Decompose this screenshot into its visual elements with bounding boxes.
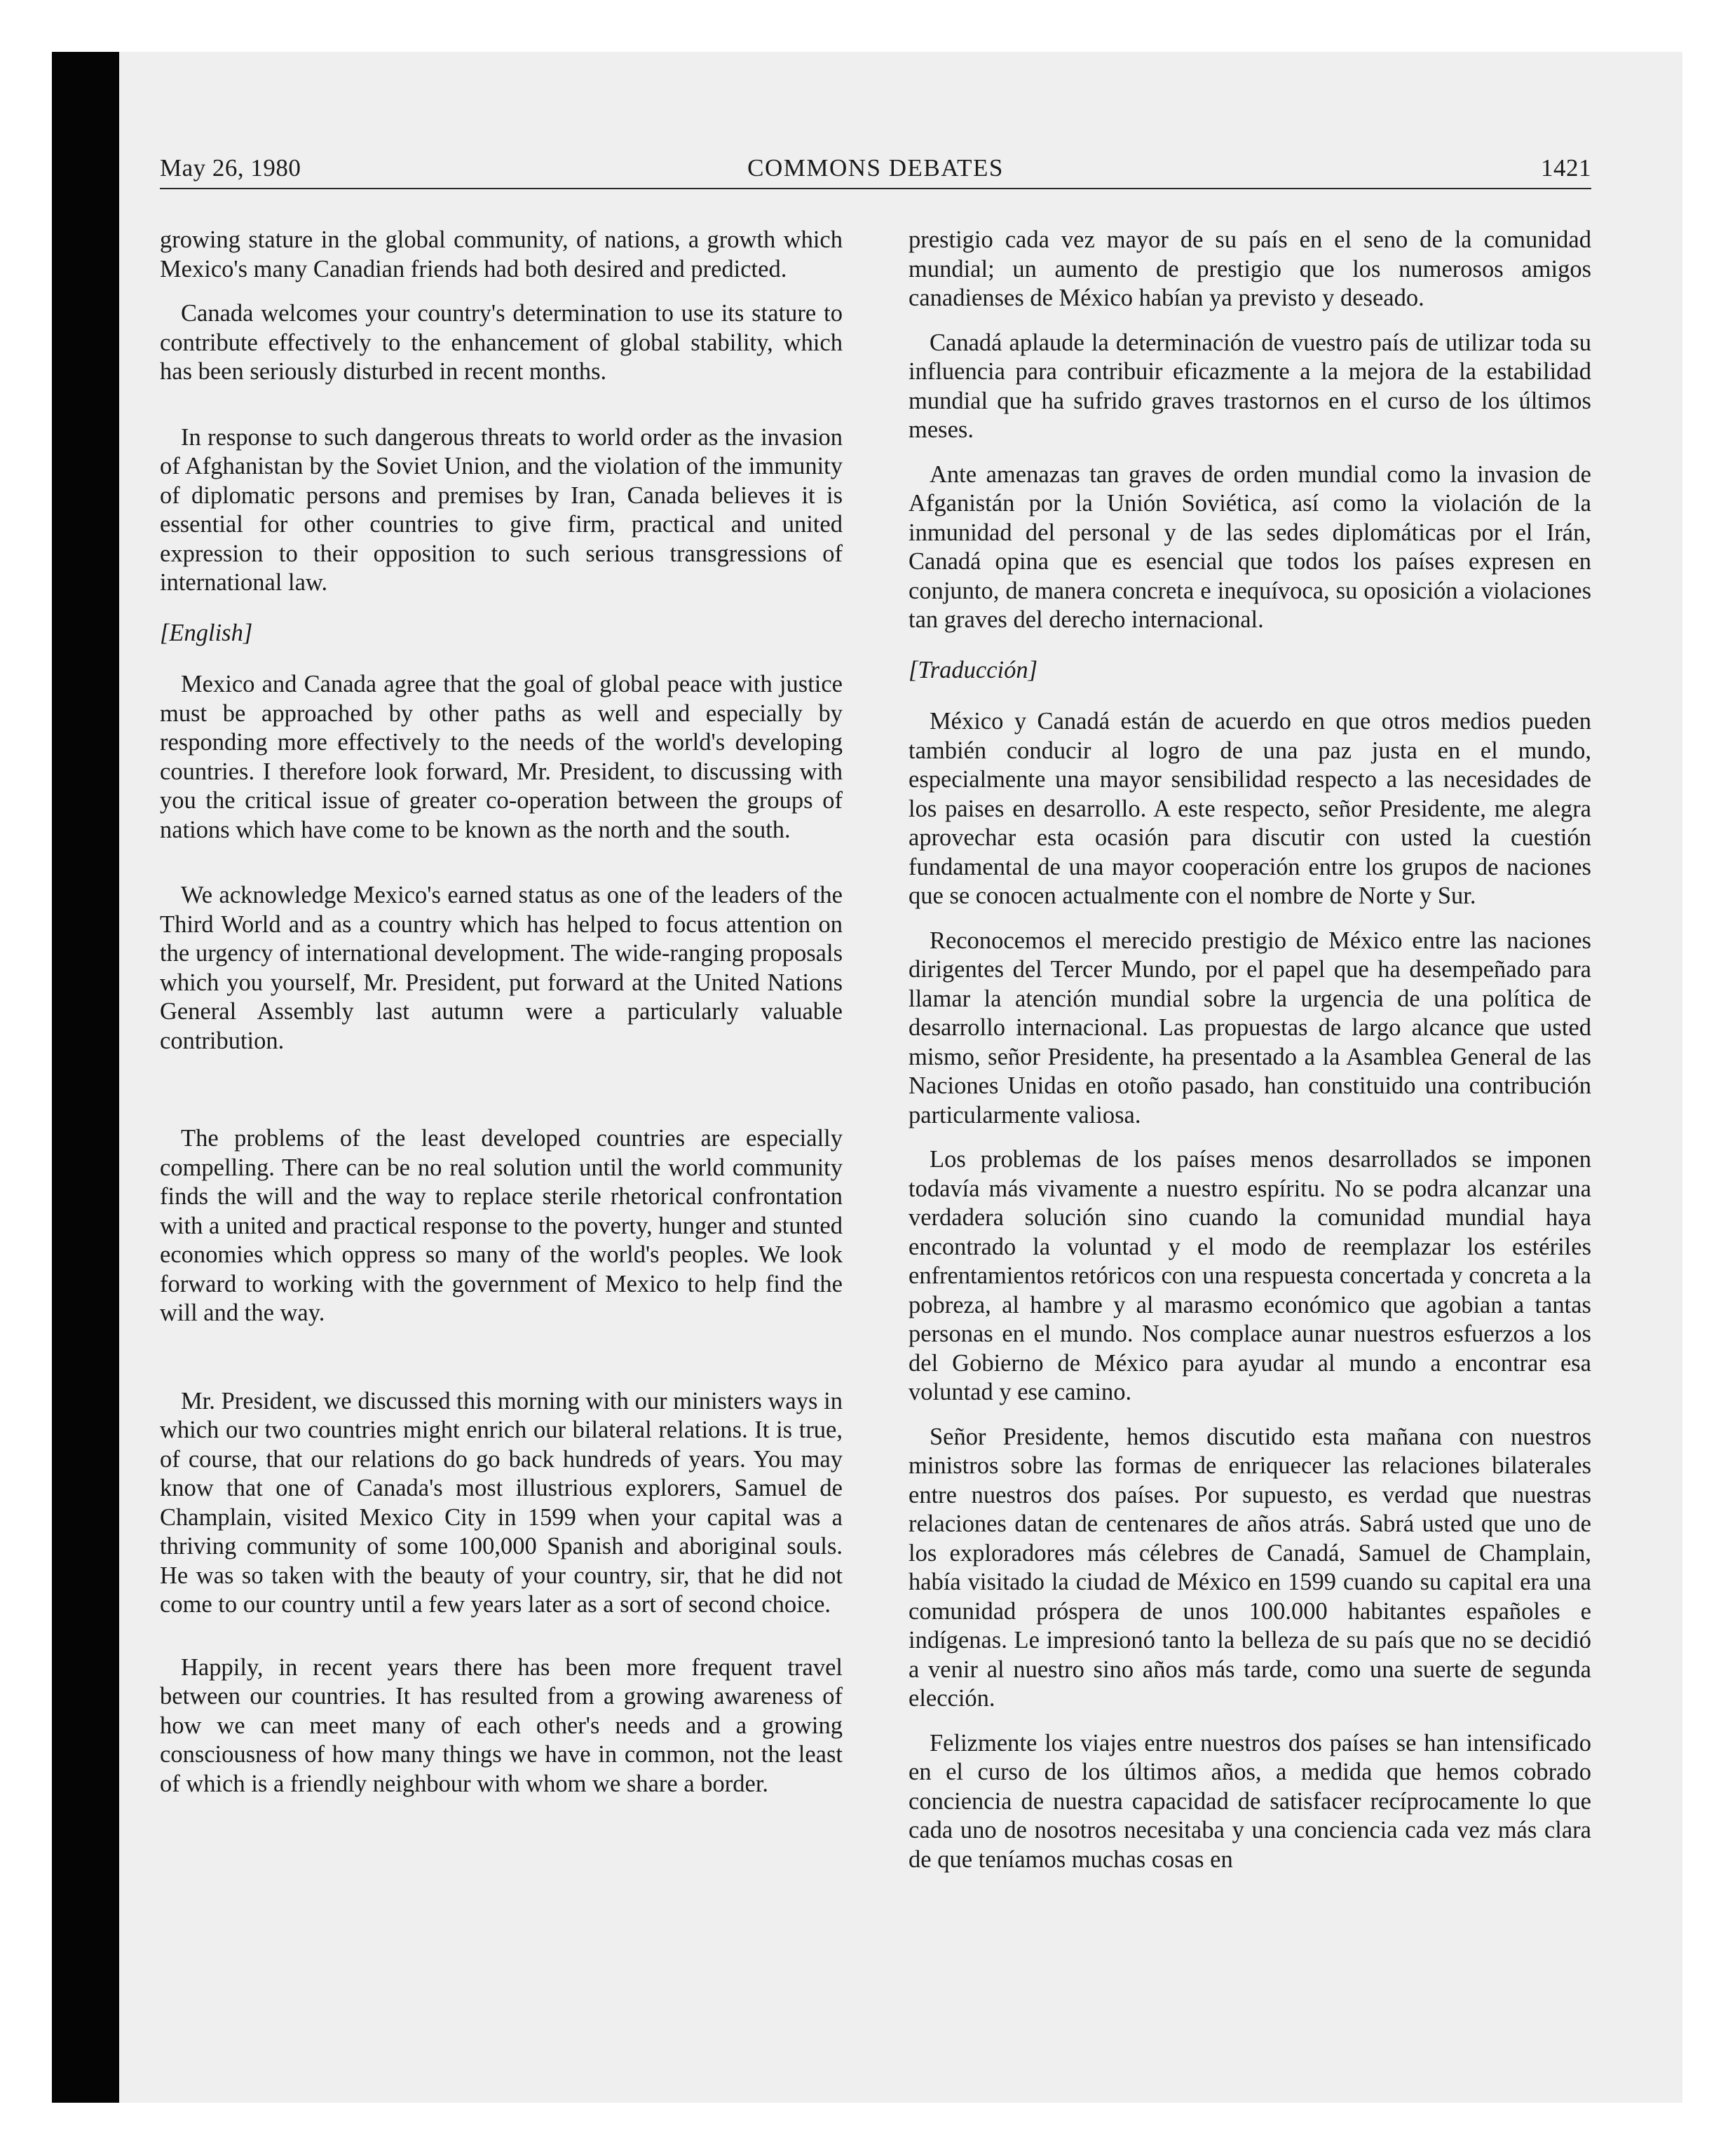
header-rule xyxy=(160,188,1591,189)
english-paragraph-3: In response to such dangerous threats to world order as the invasion of Afghanistan by the Soviet Union, and the violation of the immunity of diplomatic persons and premises by Iran, Canada believes it is essential for other countries to give firm, practical and united expression to their opposition to such serious transgressions of international law. xyxy=(160,423,843,596)
page-header xyxy=(160,154,1591,188)
spanish-paragraph-6: Los problemas de los países menos desarrollados se imponen todavía más vivamente a nuestro espíritu. No se podra alcanzar una verdadera solución sino cuando la comunidad mundial haya encontrado la voluntad y el modo de reemplazar los estériles enfrentamientos retóricos con una respuesta concertada y concreta a la pobreza, al hambre y al marasmo económico que agobian a tantas personas en el mundo. Nos complace aunar nuestros esfuerzos a los del Gobierno de México para ayudar al mundo a encontrar esa voluntad y ese camino. xyxy=(909,1146,1591,1405)
english-language-note: [English] xyxy=(160,619,253,646)
header-page-number: 1421 xyxy=(1541,154,1591,182)
binding-edge xyxy=(52,52,119,2103)
header-date: May 26, 1980 xyxy=(160,154,301,182)
english-paragraph-2: Canada welcomes your country's determination to use its stature to contribute effectively to the enhancement of global stability, which has been seriously disturbed in recent months. xyxy=(160,300,843,385)
spanish-paragraph-5: Reconocemos el merecido prestigio de México entre las naciones dirigentes del Tercer Mundo, por el papel que ha desempeñado para llamar la atención mundial sobre la urgencia de una política de desarrollo internacional. Las propuestas de largo alcance que usted mismo, señor Presidente, ha presentado a la Asamblea General de las Naciones Unidas en otoño pasado, han constituido una contribución particularmente valiosa. xyxy=(909,927,1591,1128)
spanish-paragraph-1: prestigio cada vez mayor de su país en el seno de la comunidad mundial; un aumento de prestigio que los numerosos amigos canadienses de México habían ya previsto y deseado. xyxy=(909,226,1591,311)
english-paragraph-7: Mr. President, we discussed this morning with our ministers ways in which our two countries might enrich our bilateral relations. It is true, of course, that our relations do go back hundreds of years. You may know that one of Canada's most illustrious explorers, Samuel de Champlain, visited Mexico City in 1599 when your capital was a thriving community of some 100,000 Spanish and aboriginal souls. He was so taken with the beauty of your country, sir, that he did not come to our country until a few years later as a sort of second choice. xyxy=(160,1387,843,1618)
spanish-paragraph-7: Señor Presidente, hemos discutido esta mañana con nuestros ministros sobre las formas de enriquecer las relaciones bilaterales entre nuestros dos países. Por supuesto, es verdad que nuestras relaciones datan de centenares de años atrás. Sabrá usted que uno de los exploradores más célebres de Canadá, Samuel de Champlain, había visitado la ciudad de México en 1599 cuando su capital era una comunidad próspera de unos 100.000 habitantes españoles e indígenas. Le impresionó tanto la belleza de su país que no se decidió a venir al nuestro sino años más tarde, como una suerte de segunda elección. xyxy=(909,1423,1591,1712)
english-paragraph-6: The problems of the least developed countries are especially compelling. There can be no real solution until the world community finds the will and the way to replace sterile rhetorical confrontation with a united and practical response to the poverty, hunger and stunted economies which oppress so many of the world's peoples. We look forward to working with the government of Mexico to help find the will and the way. xyxy=(160,1125,843,1326)
english-paragraph-1: growing stature in the global community, of nations, a growth which Mexico's many Canadian friends had both desired and predicted. xyxy=(160,226,843,282)
spanish-language-note: [Traducción] xyxy=(909,656,1038,683)
spanish-paragraph-3: Ante amenazas tan graves de orden mundial como la invasion de Afganistán por la Unión Soviética, así como la violación de la inmunidad del personal y de las sedes diplomáticas por el Irán, Canadá opina que es esencial que todos los países expresen en conjunto, de manera concreta e inequívoca, su oposición a violaciones tan graves del derecho internacional. xyxy=(909,460,1591,633)
english-paragraph-5: We acknowledge Mexico's earned status as one of the leaders of the Third World and as a country which has helped to focus attention on the urgency of international development. The wide-ranging proposals which you yourself, Mr. President, put forward at the United Nations General Assembly last autumn were a particularly valuable contribution. xyxy=(160,882,843,1054)
header-title: COMMONS DEBATES xyxy=(747,154,1004,182)
english-paragraph-8: Happily, in recent years there has been more frequent travel between our countries. It has resulted from a growing awareness of how we can meet many of each other's needs and a growing consciousness of how many things we have in common, not the least of which is a friendly neighbour with whom we share a border. xyxy=(160,1653,843,1797)
english-paragraph-4: Mexico and Canada agree that the goal of global peace with justice must be approached by other paths as well and especially by responding more effectively to the needs of the world's developing countries. I therefore look forward, Mr. President, to discussing with you the critical issue of greater co-operation between the groups of nations which have come to be known as the north and the south. xyxy=(160,671,843,843)
spanish-paragraph-4: México y Canadá están de acuerdo en que otros medios pueden también conducir al logro de una paz justa en el mundo, especialmente una mayor sensibilidad respecto a las necesidades de los paises en desarrollo. A este respecto, señor Presidente, me alegra aprovechar esta ocasión para discutir con usted la cuestión fundamental de una mayor cooperación entre los grupos de naciones que se conocen actualmente con el nombre de Norte y Sur. xyxy=(909,708,1591,909)
english-column xyxy=(160,226,843,1814)
spanish-paragraph-2: Canadá aplaude la determinación de vuestro país de utilizar toda su influencia para contribuir eficazmente a la mejora de la estabilidad mundial que ha sufrido graves trastornos en el curso de los últimos meses. xyxy=(909,329,1591,443)
spanish-paragraph-8: Felizmente los viajes entre nuestros dos países se han intensificado en el curso de los últimos años, a medida que hemos cobrado conciencia de nuestra capacidad de satisfacer recíprocamente lo que cada uno de nosotros necesitaba y una conciencia cada vez más clara de que teníamos muchas cosas en xyxy=(909,1729,1591,1873)
spanish-column xyxy=(909,226,1591,1890)
